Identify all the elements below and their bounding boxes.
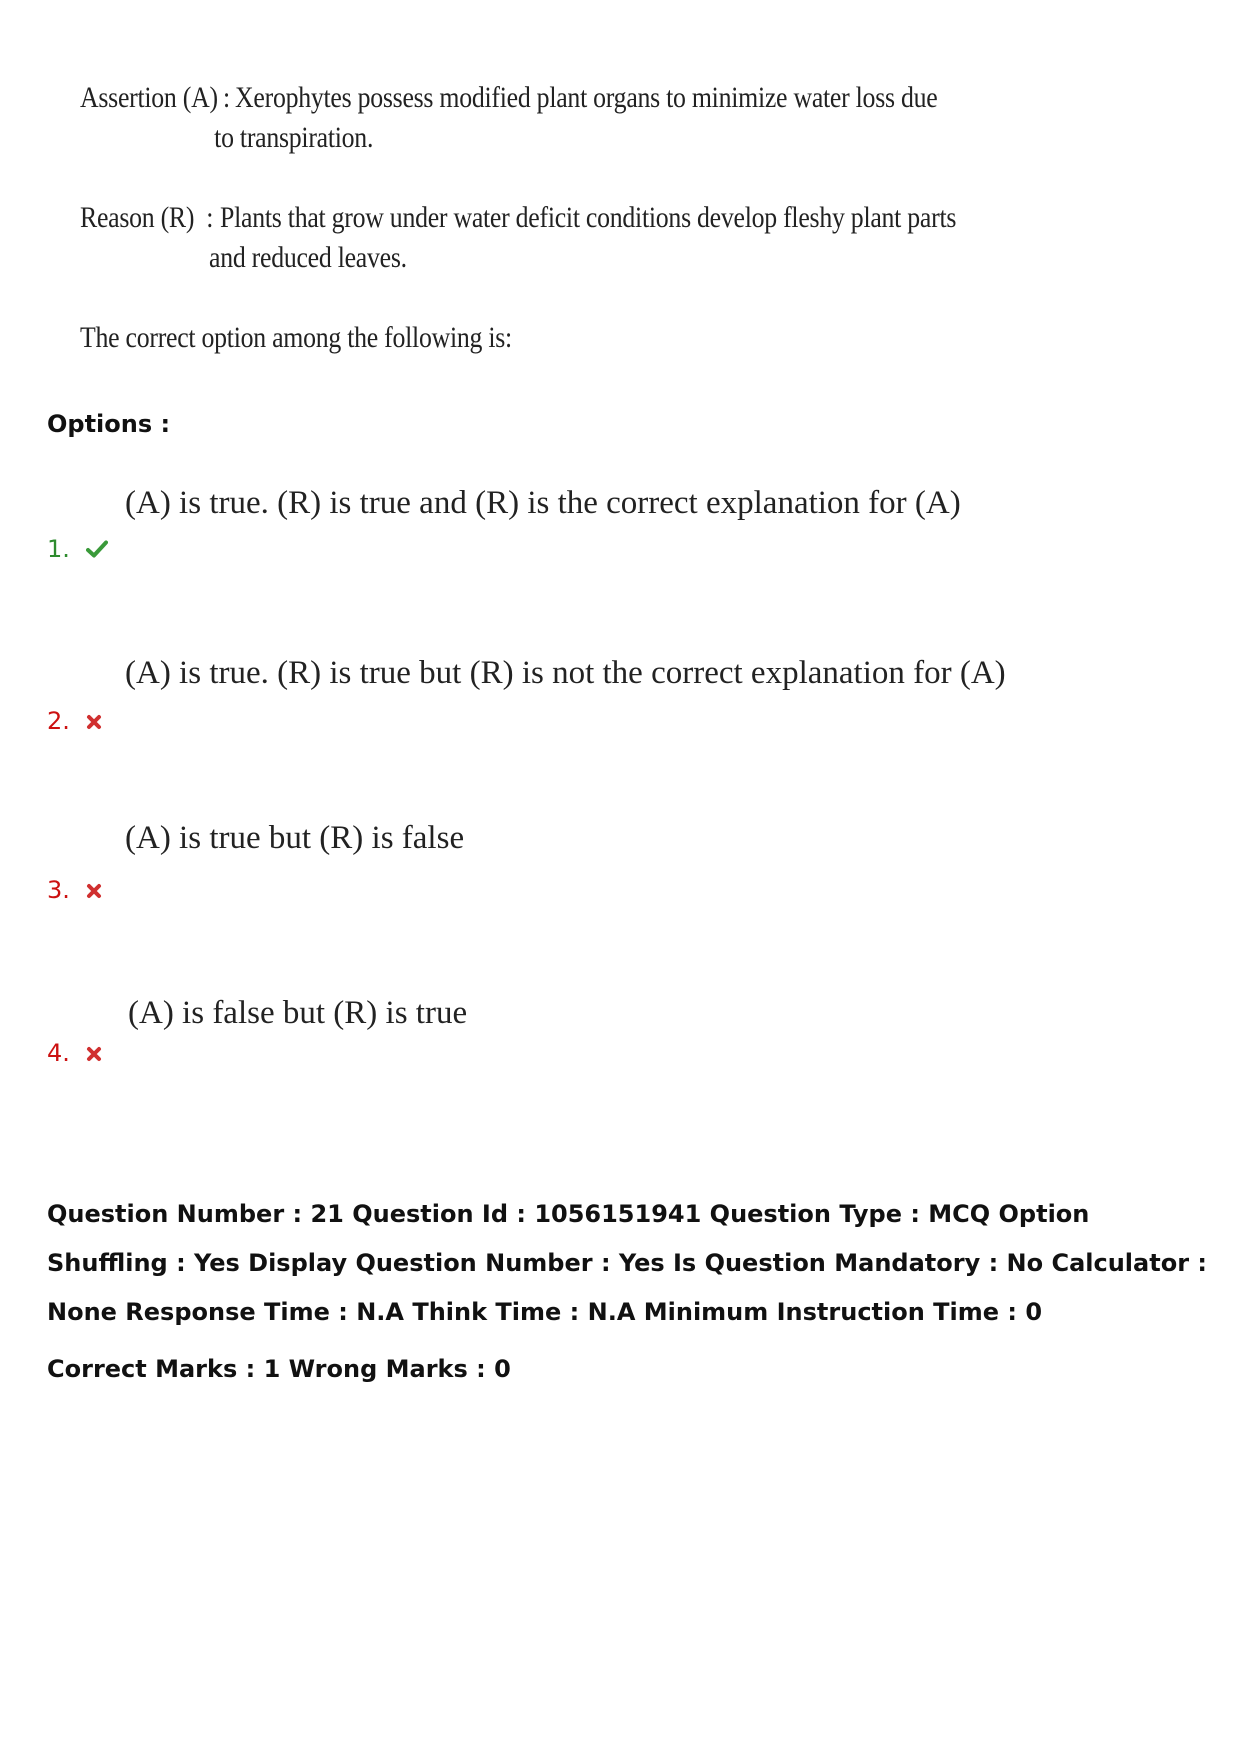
question-meta	[47, 1190, 1207, 1337]
reason-separator: :	[206, 201, 214, 234]
assertion-text-line1: Xerophytes possess modified plant organs to minimize water loss due	[235, 81, 938, 114]
option-1-number-label: 1.	[47, 535, 70, 563]
option-2-text: (A) is true. (R) is true but (R) is not the correct explanation for (A)	[125, 655, 1006, 691]
option-1-text: (A) is true. (R) is true and (R) is the correct explanation for (A)	[125, 485, 961, 521]
check-icon	[86, 536, 108, 564]
option-4-text: (A) is false but (R) is true	[128, 995, 468, 1031]
question-marks	[47, 1345, 1207, 1394]
reason-text-line1: Plants that grow under water deficit conditions develop fleshy plant parts	[220, 201, 957, 234]
reason-text-line2: and reduced leaves.	[209, 241, 407, 274]
reason-label: Reason (R)	[80, 201, 195, 234]
question-meta-text: Question Number : 21 Question Id : 1056151941 Question Type : MCQ Option Shuffling : Yes Display Question Number : Yes Is Question Mandatory : No Calculator : None Response Time : N.A Think Time : N.A Minimum Instruction Time : 0	[47, 1200, 1207, 1326]
assertion-text-line2: to transpiration.	[214, 121, 374, 154]
assertion-label: Assertion (A)	[80, 81, 218, 114]
option-2-number-label: 2.	[47, 707, 70, 735]
option-3-number	[47, 876, 102, 905]
assertion-statement	[80, 78, 937, 158]
option-1-number	[47, 535, 108, 564]
option-2-number	[47, 707, 102, 736]
cross-icon	[86, 708, 102, 736]
assertion-separator: :	[222, 81, 230, 114]
cross-icon	[86, 1040, 102, 1068]
option-4-number-label: 4.	[47, 1039, 70, 1067]
reason-statement	[80, 198, 956, 278]
options-heading: Options :	[47, 410, 171, 438]
option-3-number-label: 3.	[47, 876, 70, 904]
option-4-number	[47, 1039, 102, 1068]
option-3-text: (A) is true but (R) is false	[125, 820, 465, 856]
question-prompt: The correct option among the following is:	[80, 321, 512, 354]
question-marks-text: Correct Marks : 1 Wrong Marks : 0	[47, 1355, 511, 1383]
cross-icon	[86, 877, 102, 905]
